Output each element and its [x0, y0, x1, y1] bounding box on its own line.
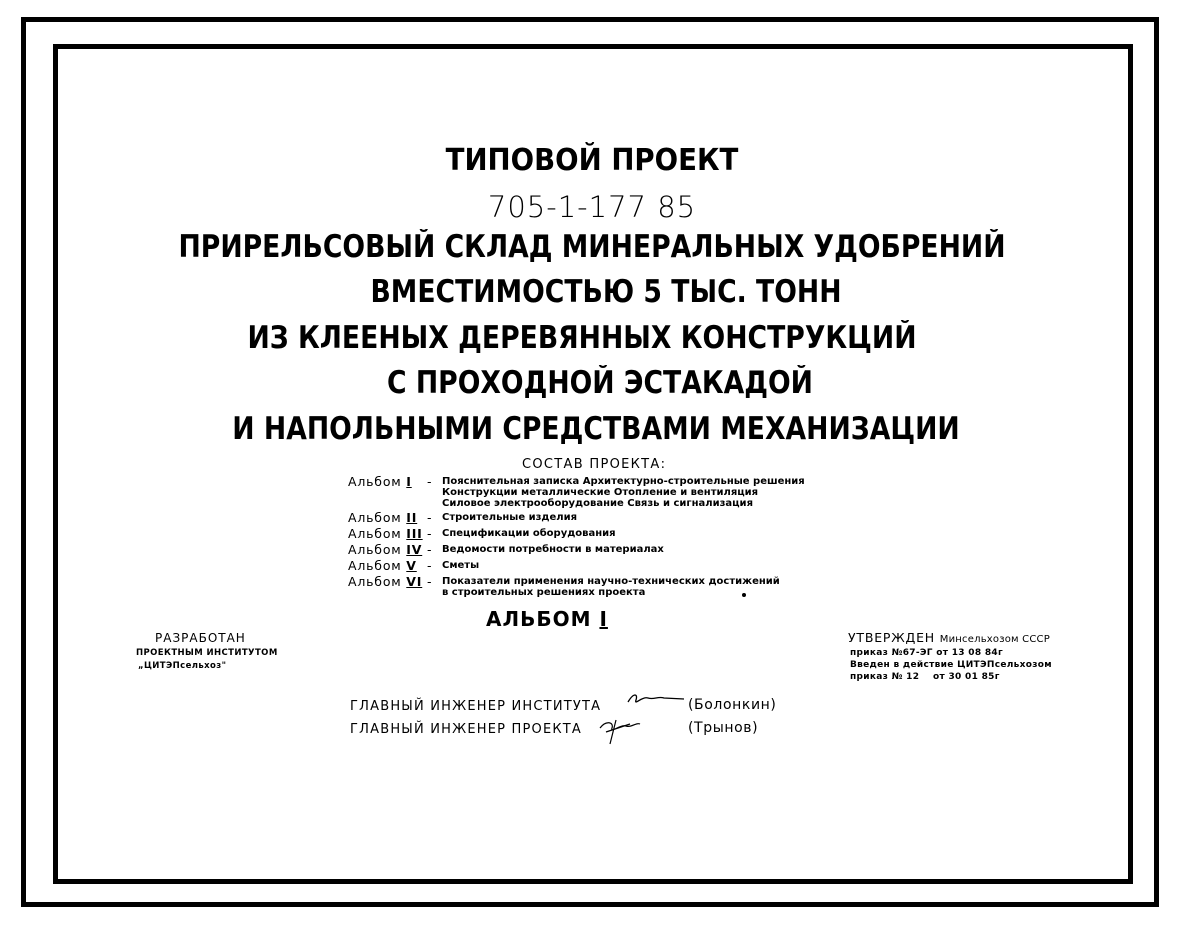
title-line-3: ИЗ КЛЕЕНЫХ ДЕРЕВЯННЫХ КОНСТРУКЦИЙ: [247, 320, 917, 356]
project-number: 705-1-177 85: [487, 190, 697, 224]
album-dash: -: [427, 558, 432, 573]
chief-engineer-project-name: (Трынов): [688, 720, 759, 736]
title-line-1: ПРИРЕЛЬСОВЫЙ СКЛАД МИНЕРАЛЬНЫХ УДОБРЕНИЙ: [178, 229, 1006, 265]
album-dash: -: [427, 574, 432, 589]
album-description: Пояснительная записка Архитектурно-строительные решения Конструкции металлические Отопление и вентиляция Силовое электрооборудование Связь и сигнализация: [442, 476, 805, 509]
album-description: Сметы: [442, 560, 480, 571]
enacted-order-line: приказ № 12 от 30 01 85г: [850, 672, 1000, 682]
album-dash: -: [427, 510, 432, 525]
signature-institute-engineer: [624, 690, 688, 712]
album-number: III: [406, 526, 423, 541]
album-number: VI: [406, 574, 423, 589]
album-label: Альбом IV: [348, 542, 423, 557]
title-line-4: С ПРОХОДНОЙ ЭСТАКАДОЙ: [387, 365, 813, 401]
album-description: Спецификации оборудования: [442, 528, 616, 539]
album-dash: -: [427, 526, 432, 541]
title-line-2: ВМЕСТИМОСТЬЮ 5 ТЫС. ТОНН: [370, 274, 842, 310]
current-album-label: АЛЬБОМ I: [486, 607, 608, 631]
approved-order-line: приказ №67-ЭГ от 13 08 84г: [850, 648, 1003, 658]
chief-engineer-institute-name: (Болонкин): [688, 697, 777, 713]
album-number: IV: [406, 542, 423, 557]
album-dash: -: [427, 542, 432, 557]
album-label: Альбом II: [348, 510, 418, 525]
album-description: Строительные изделия: [442, 512, 578, 523]
developed-line-1: ПРОЕКТНЫМ ИНСТИТУТОМ: [136, 648, 278, 658]
album-dash: -: [427, 474, 432, 489]
composition-heading: СОСТАВ ПРОЕКТА:: [522, 457, 667, 472]
document-type-heading: ТИПОВОЙ ПРОЕКТ: [445, 143, 739, 178]
approved-title: УТВЕРЖДЕН Минсельхозом СССР: [848, 630, 1050, 645]
album-label: Альбом VI: [348, 574, 423, 589]
title-line-5: И НАПОЛЬНЫМИ СРЕДСТВАМИ МЕХАНИЗАЦИИ: [232, 411, 960, 447]
album-label: Альбом V: [348, 558, 417, 573]
album-label: Альбом I: [348, 474, 412, 489]
approving-organization: Минсельхозом СССР: [939, 634, 1050, 645]
chief-engineer-project-label: ГЛАВНЫЙ ИНЖЕНЕР ПРОЕКТА: [350, 722, 583, 737]
album-number: V: [406, 558, 417, 573]
ink-dot-mark: [742, 593, 746, 597]
chief-engineer-institute-label: ГЛАВНЫЙ ИНЖЕНЕР ИНСТИТУТА: [350, 699, 602, 714]
developed-line-2: „ЦИТЭПсельхоз": [138, 661, 227, 671]
developed-title: РАЗРАБОТАН: [155, 631, 246, 645]
album-number: II: [406, 510, 418, 525]
album-label: Альбом III: [348, 526, 423, 541]
enacted-line: Введен в действие ЦИТЭПсельхозом: [850, 660, 1052, 670]
album-description: Показатели применения научно-технических достижений в строительных решениях проекта: [442, 576, 780, 598]
current-album-number: I: [599, 607, 608, 631]
album-description: Ведомости потребности в материалах: [442, 544, 664, 555]
album-number: I: [406, 474, 412, 489]
signature-project-engineer: [596, 714, 644, 748]
